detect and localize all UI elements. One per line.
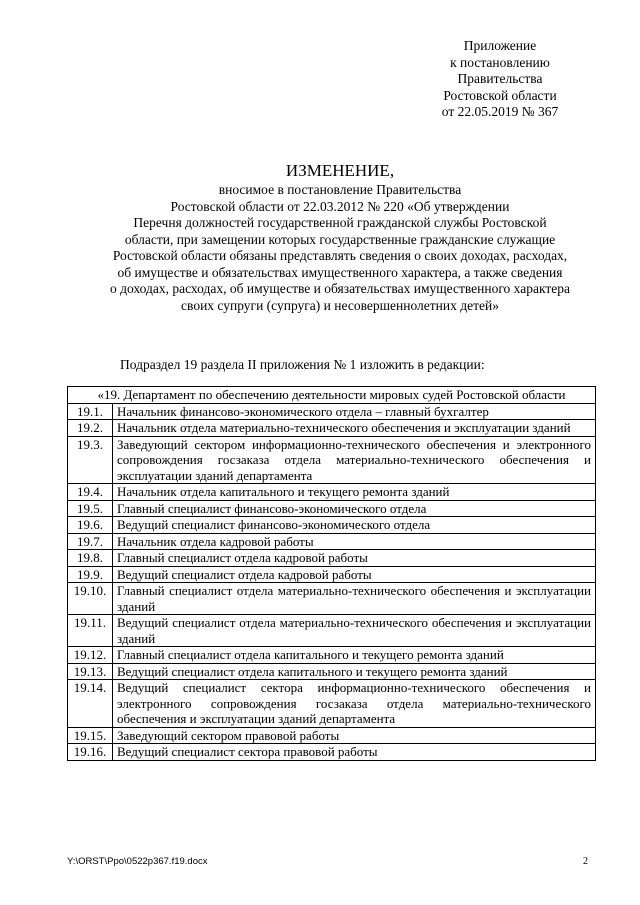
row-number: 19.6. [68, 517, 113, 534]
table-row [68, 484, 596, 501]
annex-block [420, 38, 580, 121]
page-number: 2 [583, 856, 588, 867]
row-number: 19.13. [68, 663, 113, 680]
row-number: 19.5. [68, 500, 113, 517]
table-row [68, 583, 596, 615]
row-text: Главный специалист отдела капитального и текущего ремонта зданий [113, 647, 596, 664]
subtitle-line: своих супруги (супруга) и несовершеннолетних детей» [181, 297, 499, 313]
row-number: 19.12. [68, 647, 113, 664]
intro-paragraph: Подраздел 19 раздела II приложения № 1 изложить в редакции: [120, 357, 485, 372]
table-row [68, 550, 596, 567]
row-text: Заведующий сектором правовой работы [113, 727, 596, 744]
annex-line: от 22.05.2019 № 367 [441, 104, 559, 119]
positions-table [67, 386, 596, 761]
subtitle-line: об имуществе и обязательствах имущественного характера, а также сведения [117, 264, 563, 280]
table-row [68, 727, 596, 744]
row-text: Начальник отдела кадровой работы [113, 533, 596, 550]
row-text: Главный специалист отдела кадровой работы [113, 550, 596, 567]
annex-line: Правительства [457, 71, 543, 86]
row-text: Ведущий специалист отдела кадровой работы [113, 566, 596, 583]
row-number: 19.1. [68, 403, 113, 420]
subtitle-line: вносимое в постановление Правительства [218, 182, 462, 197]
table-header: «19. Департамент по обеспечению деятельности мировых судей Ростовской области [68, 387, 596, 404]
subtitle-line: Ростовской области от 22.03.2012 № 220 «Об утверждении [170, 198, 510, 214]
table-row [68, 647, 596, 664]
title-block [60, 160, 620, 314]
document-title: ИЗМЕНЕНИЕ, [285, 161, 395, 180]
table-row [68, 533, 596, 550]
annex-line: к постановлению [450, 54, 550, 70]
subtitle-line: Ростовской области обязаны представлять сведения о своих доходах, расходах, [112, 248, 568, 263]
row-number: 19.11. [68, 615, 113, 647]
row-number: 19.9. [68, 566, 113, 583]
row-number: 19.16. [68, 744, 113, 761]
row-text: Заведующий сектором информационно-технического обеспечения и электронного сопровождения госзаказа отдела материально-технического обеспечения и эксплуатации зданий департамента [113, 436, 596, 484]
table-row [68, 436, 596, 484]
table-header-row [68, 387, 596, 404]
table-row [68, 615, 596, 647]
row-number: 19.8. [68, 550, 113, 567]
table-row [68, 744, 596, 761]
row-number: 19.7. [68, 533, 113, 550]
annex-line: Ростовской области [443, 87, 557, 103]
table-row [68, 566, 596, 583]
table-row [68, 517, 596, 534]
row-text: Начальник отдела материально-технического обеспечения и эксплуатации зданий [113, 420, 596, 437]
row-number: 19.14. [68, 680, 113, 728]
row-number: 19.4. [68, 484, 113, 501]
table-row [68, 663, 596, 680]
row-text: Главный специалист отдела материально-технического обеспечения и эксплуатации зданий [113, 583, 596, 615]
annex-line: Приложение [463, 38, 537, 53]
subtitle-line: о доходах, расходах, об имуществе и обязательствах имущественного характера [110, 281, 570, 296]
row-number: 19.10. [68, 583, 113, 615]
row-number: 19.15. [68, 727, 113, 744]
row-text: Начальник отдела капитального и текущего ремонта зданий [113, 484, 596, 501]
table-row [68, 500, 596, 517]
row-text: Ведущий специалист сектора информационно-технического обеспечения и электронного сопровождения госзаказа отдела материально-технического обеспечения и эксплуатации зданий департамента [113, 680, 596, 728]
row-text: Ведущий специалист отдела материально-технического обеспечения и эксплуатации зданий [113, 615, 596, 647]
row-text: Главный специалист финансово-экономического отдела [113, 500, 596, 517]
row-number: 19.3. [68, 436, 113, 484]
subtitle-line: области, при замещении которых государственные гражданские служащие [124, 231, 556, 247]
subtitle-line: Перечня должностей государственной гражданской службы Ростовской [133, 215, 547, 230]
table-row [68, 420, 596, 437]
table-row [68, 680, 596, 728]
row-text: Начальник финансово-экономического отдела – главный бухгалтер [113, 403, 596, 420]
row-text: Ведущий специалист сектора правовой работы [113, 744, 596, 761]
table-row [68, 403, 596, 420]
row-text: Ведущий специалист отдела капитального и текущего ремонта зданий [113, 663, 596, 680]
row-text: Ведущий специалист финансово-экономического отдела [113, 517, 596, 534]
file-path: Y:\ORST\Ppo\0522p367.f19.docx [67, 856, 208, 867]
row-number: 19.2. [68, 420, 113, 437]
